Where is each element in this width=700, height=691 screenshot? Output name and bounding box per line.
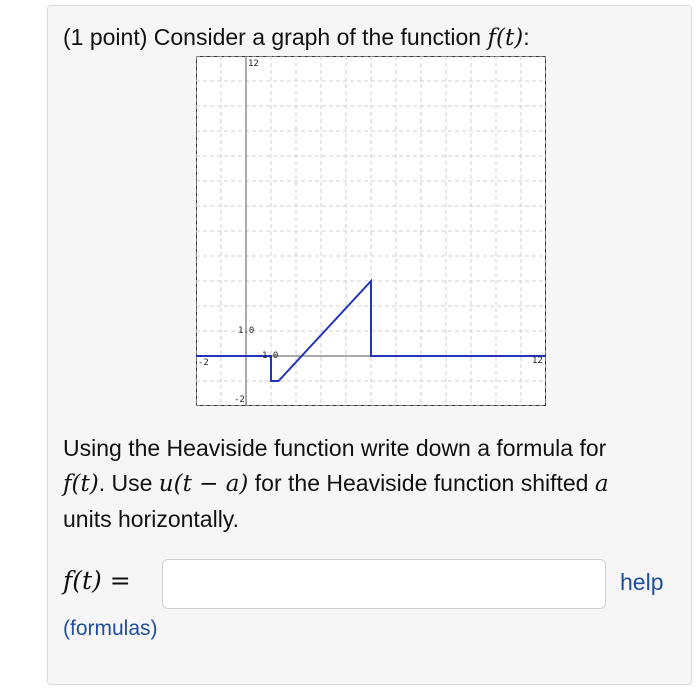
y-min-tick-label: -2 xyxy=(234,395,245,405)
answer-label: f(t) = xyxy=(63,566,131,595)
x-min-tick-label: -2 xyxy=(198,358,209,368)
shift-variable: a xyxy=(594,471,609,497)
instructions-line1: Using the Heaviside function write down a formula for xyxy=(63,435,607,461)
y-max-tick-label: 12 xyxy=(248,59,259,69)
function-graph xyxy=(196,56,546,406)
question-text xyxy=(63,24,530,51)
instructions xyxy=(63,431,675,537)
answer-input[interactable] xyxy=(162,559,606,609)
instructions-line3: units horizontally. xyxy=(63,506,239,532)
x-max-tick-label: 12 xyxy=(532,356,543,366)
heaviside-notation: u(t − a) xyxy=(158,471,249,497)
help-link[interactable]: help xyxy=(620,569,664,595)
question-function: f(t) xyxy=(487,25,524,51)
instructions-function: f(t) xyxy=(63,471,99,497)
x-mid-tick-label: 1.0 xyxy=(262,351,279,361)
formulas-link[interactable]: (formulas) xyxy=(63,617,158,640)
question-suffix: : xyxy=(523,24,530,50)
instructions-part2: . Use xyxy=(98,470,159,496)
instructions-part3: for the Heaviside function shifted xyxy=(248,470,595,496)
question-prefix: (1 point) Consider a graph of the function xyxy=(63,24,488,50)
y-mid-tick-label: 1.0 xyxy=(238,326,255,336)
